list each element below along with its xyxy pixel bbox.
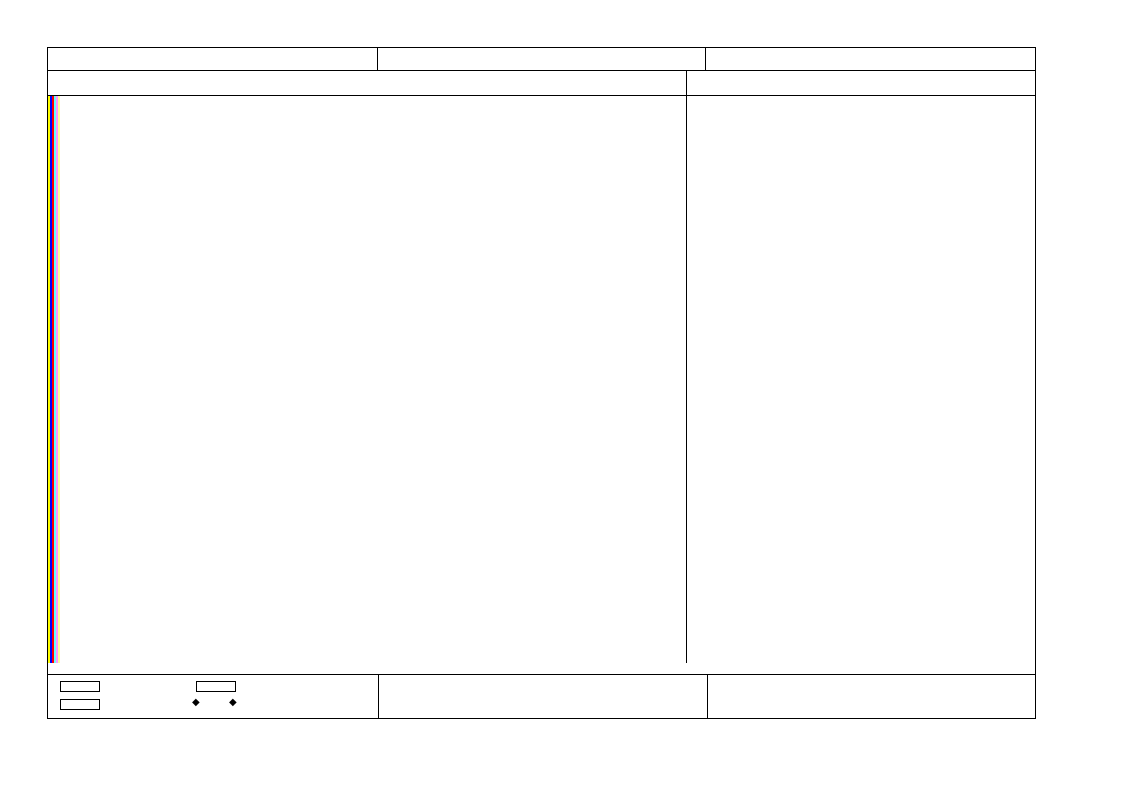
milestone-diamond-icon: ◆ — [229, 697, 237, 708]
print-date — [706, 48, 1035, 70]
critical-work-swatch — [196, 681, 236, 692]
diamond-icon: ◆ — [192, 697, 200, 708]
actual-work-swatch — [60, 681, 100, 692]
page-number — [378, 675, 708, 719]
remaining-work-swatch — [60, 699, 100, 710]
wbs-level-stripes — [48, 96, 60, 663]
programme-title — [378, 48, 706, 70]
report-header — [48, 48, 1035, 71]
gantt-chart — [686, 70, 1036, 663]
report-status-title — [48, 48, 378, 70]
legend-footer — [48, 674, 1035, 719]
report-page — [47, 47, 1036, 719]
